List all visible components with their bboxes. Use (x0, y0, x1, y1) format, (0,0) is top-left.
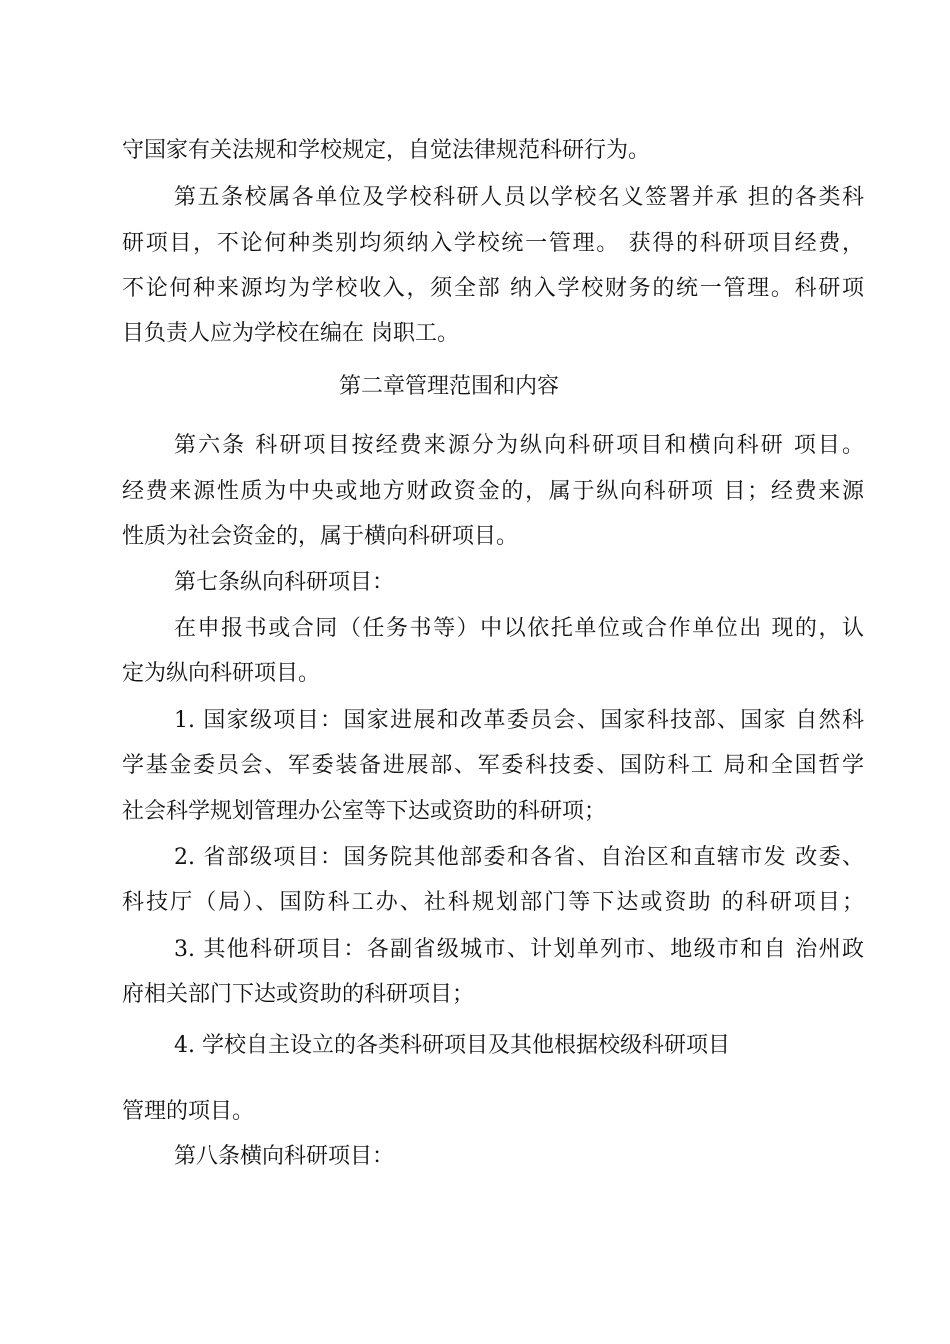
text-line: 社会科学规划管理办公室等下达或资助的科研项； (122, 799, 607, 824)
text-line: 1. 国家级项目：国家进展和改革委员会、国家科技部、国家 自然科 (174, 708, 864, 733)
text-line: 科技厅（局）、国防科工办、社科规划部门等下达或资助 的科研项目； (122, 890, 864, 915)
text-line: 不论何种来源均为学校收入，须全部 纳入学校财务的统一管理。科研项 (122, 276, 864, 301)
text-line: 第五条校属各单位及学校科研人员以学校名义签署并承 担的各类科 (174, 185, 864, 210)
text-line: 第六条 科研项目按经费来源分为纵向科研项目和横向科研 项目。 (174, 433, 864, 458)
text-line: 研项目，不论何种类别均须纳入学校统一管理。 获得的科研项目经费， (122, 231, 864, 256)
text-line: 第八条横向科研项目： (174, 1144, 395, 1169)
text-line: 经费来源性质为中央或地方财政资金的，属于纵向科研项 目；经费来源 (122, 479, 864, 504)
text-line: 管理的项目。 (122, 1099, 255, 1124)
text-line: 府相关部门下达或资助的科研项目； (122, 982, 475, 1007)
text-line: 目负责人应为学校在编在 岗职工。 (122, 321, 459, 346)
text-line: 3. 其他科研项目：各副省级城市、计划单列市、地级市和自 治州政 (174, 937, 864, 962)
text-line: 2. 省部级项目：国务院其他部委和各省、自治区和直辖市发 改委、 (174, 845, 864, 870)
text-line: 在申报书或合同（任务书等）中以依托单位或合作单位出 现的，认 (174, 616, 864, 641)
text-line: 定为纵向科研项目。 (122, 661, 321, 686)
text-line: 学基金委员会、军委装备进展部、军委科技委、国防科工 局和全国哲学 (122, 753, 864, 778)
text-line: 第七条纵向科研项目： (174, 570, 395, 595)
text-line: 性质为社会资金的，属于横向科研项目。 (122, 524, 519, 549)
chapter-heading: 第二章管理范围和内容 (338, 374, 559, 399)
text-line: 守国家有关法规和学校规定，自觉法律规范科研行为。 (122, 138, 651, 163)
text-line: 4. 学校自主设立的各类科研项目及其他根据校级科研项目 (174, 1033, 730, 1058)
